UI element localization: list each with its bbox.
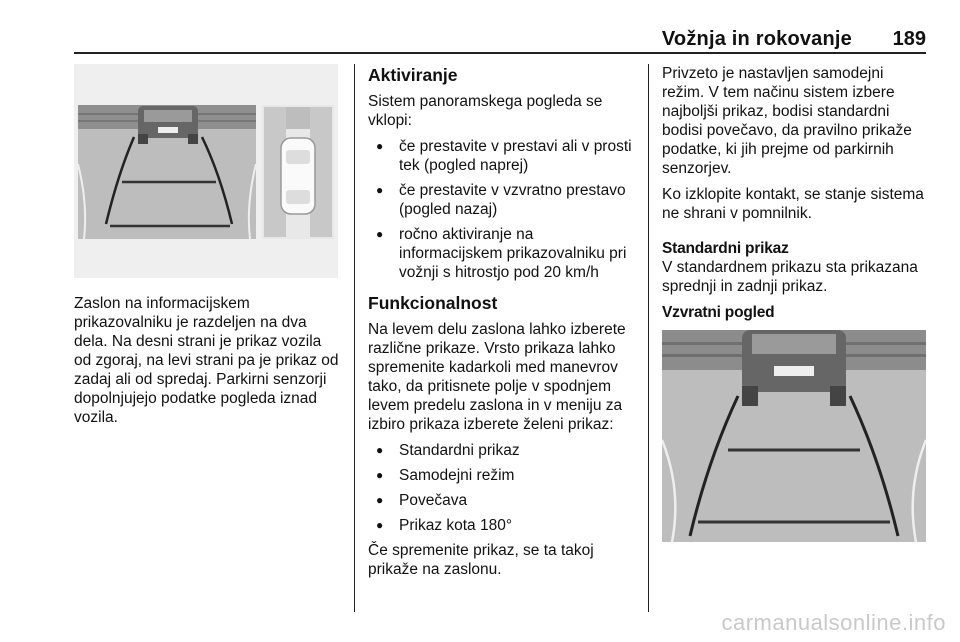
list-item: ● Prikaz kota 180° bbox=[368, 516, 634, 535]
page-number: 189 bbox=[892, 28, 926, 50]
page-title: Vožnja in rokovanje bbox=[661, 28, 852, 50]
list-item: ● Samodejni režim bbox=[368, 466, 634, 485]
ignition-text: Ko izklopite kontakt, se stanje sistema ne shrani v pomnilnik. bbox=[662, 186, 924, 222]
list-item: ● če prestavite v vzvratno prestavo (pogled nazaj) bbox=[368, 181, 634, 219]
figure-caption: Zaslon na informacijskem prikazovalniku je razdeljen na dva dela. Na desni strani je prikaz vozila od zgoraj, na levi strani pa je prikaz od zadaj ali od spredaj. Parkirni senzorji dopolnjujejo podatke pogleda iznad vozila. bbox=[74, 295, 339, 426]
list-item: ● Standardni prikaz bbox=[368, 441, 634, 460]
column-divider-left bbox=[354, 64, 355, 612]
closing-text: Če spremenite prikaz, se ta takoj prikaže na zaslonu. bbox=[368, 542, 594, 578]
header-rule bbox=[74, 52, 926, 54]
heading-activation: Aktiviranje bbox=[368, 65, 458, 85]
split-screen-svg bbox=[74, 64, 338, 278]
list-item: ● Povečava bbox=[368, 491, 634, 510]
page-header bbox=[74, 28, 926, 50]
split-screen-illustration bbox=[74, 64, 338, 278]
rear-view-svg bbox=[662, 330, 926, 542]
heading-rear-view: Vzvratni pogled bbox=[662, 304, 775, 321]
activation-list bbox=[368, 137, 634, 282]
standard-view-text: V standardnem prikazu sta prikazana sprednji in zadnji prikaz. bbox=[662, 259, 918, 295]
heading-standard-view: Standardni prikaz bbox=[662, 240, 789, 257]
column-left bbox=[74, 64, 340, 427]
column-middle bbox=[368, 64, 634, 579]
view-list bbox=[368, 441, 634, 535]
list-item: ● če prestavite v prestavi ali v prosti tek (pogled naprej) bbox=[368, 137, 634, 175]
activation-intro: Sistem panoramskega pogleda se vklopi: bbox=[368, 93, 603, 129]
column-divider-right bbox=[648, 64, 649, 612]
function-text: Na levem delu zaslona lahko izberete različne prikaze. Vrsto prikaza lahko spremenite kadarkoli med manevrov tako, da pritisnete polje v spodnjem levem predelu zaslona in v meniju za izbiro prikaza izberete želeni prikaz: bbox=[368, 321, 626, 433]
rear-view-illustration bbox=[662, 330, 926, 542]
column-right bbox=[662, 64, 928, 542]
watermark: carmanualsonline.info bbox=[721, 610, 946, 635]
list-item: ● ročno aktiviranje na informacijskem prikazovalniku pri vožnji s hitrostjo pod 20 km/h bbox=[368, 225, 634, 282]
auto-mode-text: Privzeto je nastavljen samodejni režim. V tem načinu sistem izbere najboljši prikaz, bodisi standardni bodisi povečavo, da pravilno prikaže podatke, ki jih prejme od parkirnih senzorjev. bbox=[662, 65, 912, 177]
heading-function: Funkcionalnost bbox=[368, 293, 498, 313]
